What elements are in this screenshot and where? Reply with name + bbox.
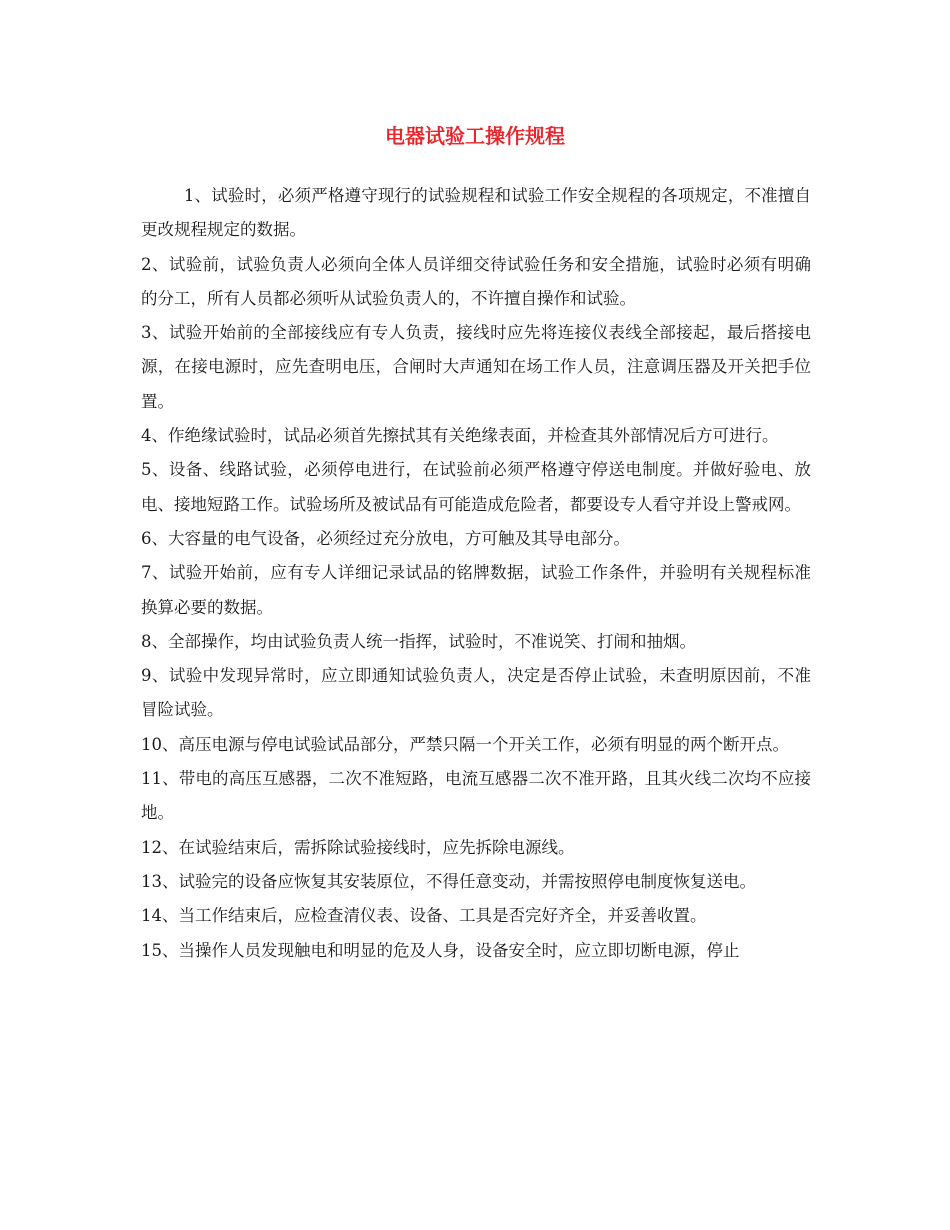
rule-paragraph-8: 8、全部操作，均由试验负责人统一指挥，试验时，不准说笑、打闹和抽烟。	[141, 631, 696, 651]
document-body	[141, 179, 811, 968]
rule-paragraph-14: 14、当工作结束后，应检查清仪表、设备、工具是否完好齐全，并妥善收置。	[141, 906, 707, 926]
rule-paragraph-6: 6、大容量的电气设备，必须经过充分放电，方可触及其导电部分。	[141, 528, 630, 548]
rule-paragraph-5: 5、设备、线路试验，必须停电进行，在试验前必须严格遵守停送电制度。并做好验电、放电、接地短路工作。试验场所及被试品有可能造成危险者，都要设专人看守并设上警戒网。	[141, 460, 811, 514]
rule-paragraph-10: 10、高压电源与停电试验试品部分，严禁只隔一个开关工作，必须有明显的两个断开点。	[141, 734, 789, 754]
rule-paragraph-12: 12、在试验结束后，需拆除试验接线时，应先拆除电源线。	[141, 837, 575, 857]
rule-paragraph-4: 4、作绝缘试验时，试品必须首先擦拭其有关绝缘表面，并检查其外部情况后方可进行。	[141, 426, 779, 446]
rule-paragraph-7: 7、试验开始前，应有专人详细记录试品的铭牌数据，试验工作条件，并验明有关规程标准换算必要的数据。	[141, 563, 811, 617]
rule-paragraph-1: 1、试验时，必须严格遵守现行的试验规程和试验工作安全规程的各项规定，不准擅自更改规程规定的数据。	[141, 186, 811, 240]
rule-paragraph-2: 2、试验前，试验负责人必须向全体人员详细交待试验任务和安全措施，试验时必须有明确的分工，所有人员都必须听从试验负责人的，不许擅自操作和试验。	[141, 254, 811, 308]
rule-paragraph-3: 3、试验开始前的全部接线应有专人负责，接线时应先将连接仪表线全部接起，最后搭接电源，在接电源时，应先查明电压，合闸时大声通知在场工作人员，注意调压器及开关把手位置。	[141, 323, 811, 411]
rule-paragraph-13: 13、试验完的设备应恢复其安装原位，不得任意变动，并需按照停电制度恢复送电。	[141, 871, 756, 891]
rule-paragraph-15: 15、当操作人员发现触电和明显的危及人身，设备安全时，应立即切断电源，停止	[141, 940, 740, 960]
rule-paragraph-11: 11、带电的高压互感器，二次不准短路，电流互感器二次不准开路，且其火线二次均不应接地。	[141, 769, 811, 823]
document-title: 电器试验工操作规程	[385, 124, 565, 148]
rule-paragraph-9: 9、试验中发现异常时，应立即通知试验负责人，决定是否停止试验，未查明原因前，不准冒险试验。	[141, 666, 811, 720]
